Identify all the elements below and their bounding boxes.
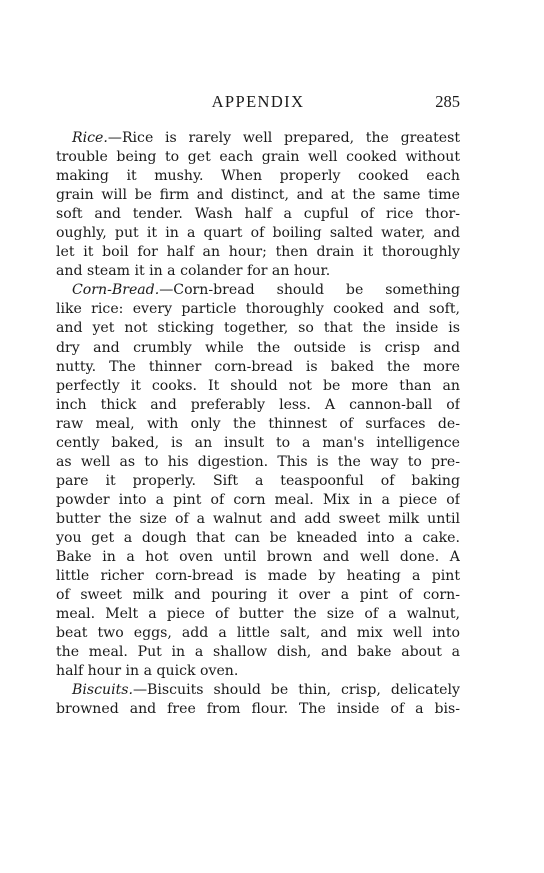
text-line: grain will be firm and distinct, and at the same time <box>56 187 460 204</box>
text-line: raw meal, with only the thinnest of surfaces de- <box>56 415 460 432</box>
text-line <box>56 281 460 300</box>
text-line <box>56 129 460 148</box>
paragraph-heading-corn-bread: Corn-Bread. <box>72 282 160 299</box>
text-line: like rice: every particle thoroughly cooked and soft, <box>56 301 460 318</box>
text-line: let it boil for half an hour; then drain it thoroughly <box>56 244 460 261</box>
text-line: of sweet milk and pouring it over a pint of corn- <box>56 587 460 604</box>
text-line: browned and free from flour. The inside of a bis- <box>56 701 460 718</box>
text-line: Bake in a hot oven until brown and well done. A <box>56 549 460 566</box>
paragraph-heading-rice: Rice. <box>72 130 108 146</box>
text-line: oughly, put it in a quart of boiling salted water, and <box>56 225 460 242</box>
running-title: APPENDIX <box>211 92 305 111</box>
line-text: —Biscuits should be thin, crisp, delicately <box>132 682 460 699</box>
text-line: trouble being to get each grain well cooked without <box>56 149 460 166</box>
text-line: you get a dough that can be kneaded into a cake. <box>56 529 460 546</box>
text-line: cently baked, is an insult to a man's intelligence <box>56 434 460 451</box>
text-line: little richer corn-bread is made by heating a pint <box>56 568 460 585</box>
text-line: powder into a pint of corn meal. Mix in a piece of <box>56 491 460 508</box>
text-line: the meal. Put in a shallow dish, and bake about a <box>56 644 460 661</box>
text-line: nutty. The thinner corn-bread is baked the more <box>56 358 460 375</box>
text-line: meal. Melt a piece of butter the size of a walnut, <box>56 606 460 623</box>
text-line: beat two eggs, add a little salt, and mix well into <box>56 625 460 642</box>
text-line: butter the size of a walnut and add sweet milk until <box>56 510 460 527</box>
text-line: half hour in a quick oven. <box>56 663 239 680</box>
text-line: soft and tender. Wash half a cupful of rice thor- <box>56 206 460 223</box>
text-line: and steam it in a colander for an hour. <box>56 263 331 280</box>
text-line: making it mushy. When properly cooked each <box>56 168 460 185</box>
text-line: pare it properly. Sift a teaspoonful of baking <box>56 472 460 489</box>
text-line <box>56 681 460 700</box>
body-text <box>56 129 460 719</box>
text-line: and yet not sticking together, so that the inside is <box>56 320 460 337</box>
text-line: dry and crumbly while the outside is crisp and <box>56 339 460 356</box>
line-text: —Corn-bread should be something <box>159 282 460 299</box>
text-line: inch thick and preferably less. A cannon-ball of <box>56 396 460 413</box>
paragraph-heading-biscuits: Biscuits. <box>72 682 133 699</box>
line-text: —Rice is rarely well prepared, the greatest <box>107 130 460 146</box>
text-line: perfectly it cooks. It should not be more than an <box>56 377 460 394</box>
text-line: as well as to his digestion. This is the way to pre- <box>56 453 460 470</box>
page-number: 285 <box>435 92 460 111</box>
running-head <box>56 92 460 114</box>
